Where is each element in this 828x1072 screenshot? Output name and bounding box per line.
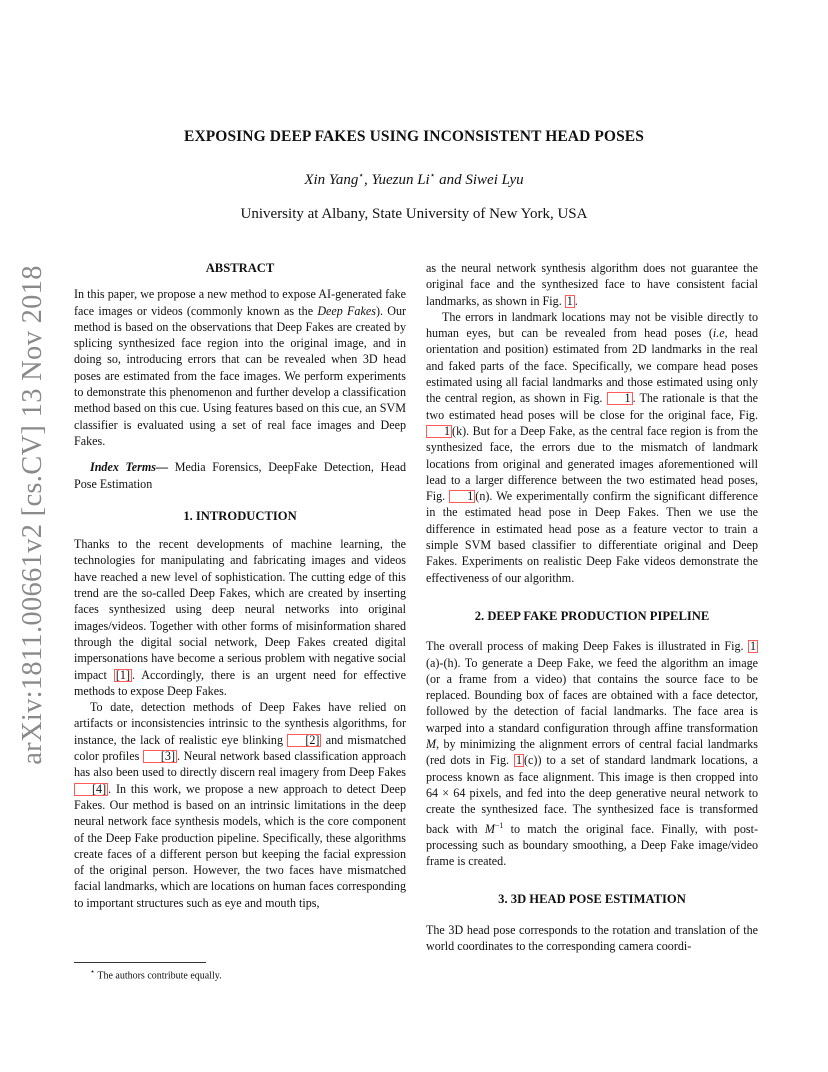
- author-2: Yuezun Li: [371, 172, 430, 188]
- arxiv-stamp: [10, 265, 56, 765]
- citation-link[interactable]: [2]: [287, 734, 321, 747]
- footnote: [90, 967, 222, 981]
- left-column: [74, 260, 406, 911]
- author-3: and Siwei Lyu: [439, 172, 524, 188]
- figure-link[interactable]: 1: [749, 639, 756, 654]
- footnote-mark: ⋆: [90, 967, 96, 976]
- intro-paragraph-1: Thanks to the recent developments of machine learning, the technologies for manipulating and fabricating images and videos have reached a new level of sophistication. The cutting edge of this trend are the so-called Deep Fakes, which are created by inserting faces synthesized using deep neural networks into original images/videos. Together with other forms of misinformation shared through the digital social network, Deep Fakes created digital impersonations have become a serious problem with negative social impact [1] . Accordingly, there is an urgent need for effective methods to expose Deep Fakes.: [74, 537, 406, 698]
- figure-link[interactable]: 1: [515, 753, 523, 768]
- right-column: [426, 260, 758, 954]
- intro-paragraph-3: The errors in landmark locations may not be visible directly to human eyes, but can be revealed from head poses (i.e, head orientation and position) estimated from 2D landmarks in the real and faked parts of the face. Specifically, we compare head poses estimated using all facial landmarks and those estimated using only the central region, as shown in Fig. 1 . The rationale is that the two estimated head poses will be close for the original face, Fig. 1 (k). But for a Deep Fake, as the central face region is from the synthesized face, the errors due to the mismatch of landmark locations from original and generated images aforementioned will lead to a larger difference between the two estimated head poses, Fig. 1 (n). We experimentally confirm the significant difference in the estimated head pose in Deep Fakes. Then we use the difference in estimated head pose as a feature vector to train a simple SVM based classifier to differentiate original and Deep Fakes. Experiments on realistic Deep Fake videos demonstrate the effectiveness of our algorithm.: [426, 309, 758, 585]
- affiliation: University at Albany, State University of New York, USA: [240, 206, 588, 222]
- headpose-heading: 3. 3D HEAD POSE ESTIMATION: [498, 892, 686, 907]
- citation-link[interactable]: [4]: [74, 783, 108, 796]
- index-terms-label: Index Terms—: [90, 460, 169, 475]
- intro-continued: as the neural network synthesis algorithm does not guarantee the original face and the synthesized face to have consistent facial landmarks, as shown in Fig. 1 .: [426, 261, 758, 308]
- figure-link[interactable]: 1: [607, 392, 633, 405]
- pipeline-paragraph: The overall process of making Deep Fakes is illustrated in Fig. 1(a)-(h). To generate a Deep Fake, we feed the algorithm an image (or a frame from a video) that contains the source face to be replaced. Bounding box of faces are obtained with a face detector, followed by the detection of facial landmarks. The face area is warped into a standard configuration through affine transformation M, by minimizing the alignment errors of central facial landmarks (red dots in Fig. 1 (c)) to a set of standard landmark locations, a process known as face alignment. This image is then cropped into 64 × 64 pixels, and fed into the deep generative neural network to create the synthesized face. The synthesized face is transformed back with $M^{-1}$ to match the original face. Finally, with post-processing such as boundary smoothing, a Deep Fake image/video frame is created.: [426, 639, 758, 869]
- figure-link[interactable]: 1: [566, 293, 573, 308]
- citation-link[interactable]: [1]: [115, 667, 130, 682]
- author-2-mark: ⋆: [429, 170, 436, 180]
- paper-title: EXPOSING DEEP FAKES USING INCONSISTENT HEAD POSES: [184, 128, 644, 145]
- index-terms: Index Terms— Media Forensics, DeepFake Detection, Head Pose Estimation: [74, 460, 407, 491]
- pipeline-heading: 2. DEEP FAKE PRODUCTION PIPELINE: [474, 608, 710, 623]
- abstract-heading: ABSTRACT: [205, 261, 275, 275]
- intro-heading: 1. INTRODUCTION: [183, 508, 297, 523]
- figure-link[interactable]: 1: [426, 425, 452, 438]
- figure-link[interactable]: 1: [449, 490, 475, 503]
- intro-paragraph-2: To date, detection methods of Deep Fakes have relied on artifacts or inconsistencies intrinsic to the synthesis algorithms, for instance, the lack of realistic eye blinking [2] and mismatched color profiles [3] . Neural network based classification approach has also been used to directly discern real imagery from Deep Fakes [4] . In this work, we propose a new approach to detect Deep Fakes. Our method is based on an intrinsic limitations in the deep neural network face synthesis models, which is the core component of the Deep Fake production pipeline. Specifically, these algorithms create faces of a different person but keeping the facial expression of the original person. However, the two faces have mismatched facial landmarks, which are locations on human faces corresponding to important structures such as eye and mouth tips,: [74, 700, 406, 910]
- author-list: Xin Yang⋆, Yuezun Li⋆ and Siwei Lyu: [304, 170, 524, 188]
- headpose-paragraph: The 3D head pose corresponds to the rotation and translation of the world coordinates to the corresponding camera coordi-: [426, 922, 758, 954]
- abstract-text: In this paper, we propose a new method to expose AI-generated fake face images or videos (commonly known as the Deep Fakes). Our method is based on the observations that Deep Fakes are created by splicing synthesized face region into the original image, and in doing so, introducing errors that can be revealed when 3D head poses are estimated from the face images. We perform experiments to demonstrate this phenomenon and further develop a classification method based on this cue. Using features based on this cue, an SVM classifier is evaluated using a set of real face images and Deep Fakes.: [74, 287, 407, 448]
- arxiv-stamp-text: arXiv:1811.00661v2 [cs.CV] 13 Nov 2018: [17, 265, 48, 765]
- footnote-rule: [74, 962, 206, 963]
- author-1-mark: ⋆: [358, 170, 364, 180]
- footnote-text: The authors contribute equally.: [95, 970, 222, 982]
- author-1: Xin Yang: [304, 172, 359, 188]
- citation-link[interactable]: [3]: [143, 750, 177, 763]
